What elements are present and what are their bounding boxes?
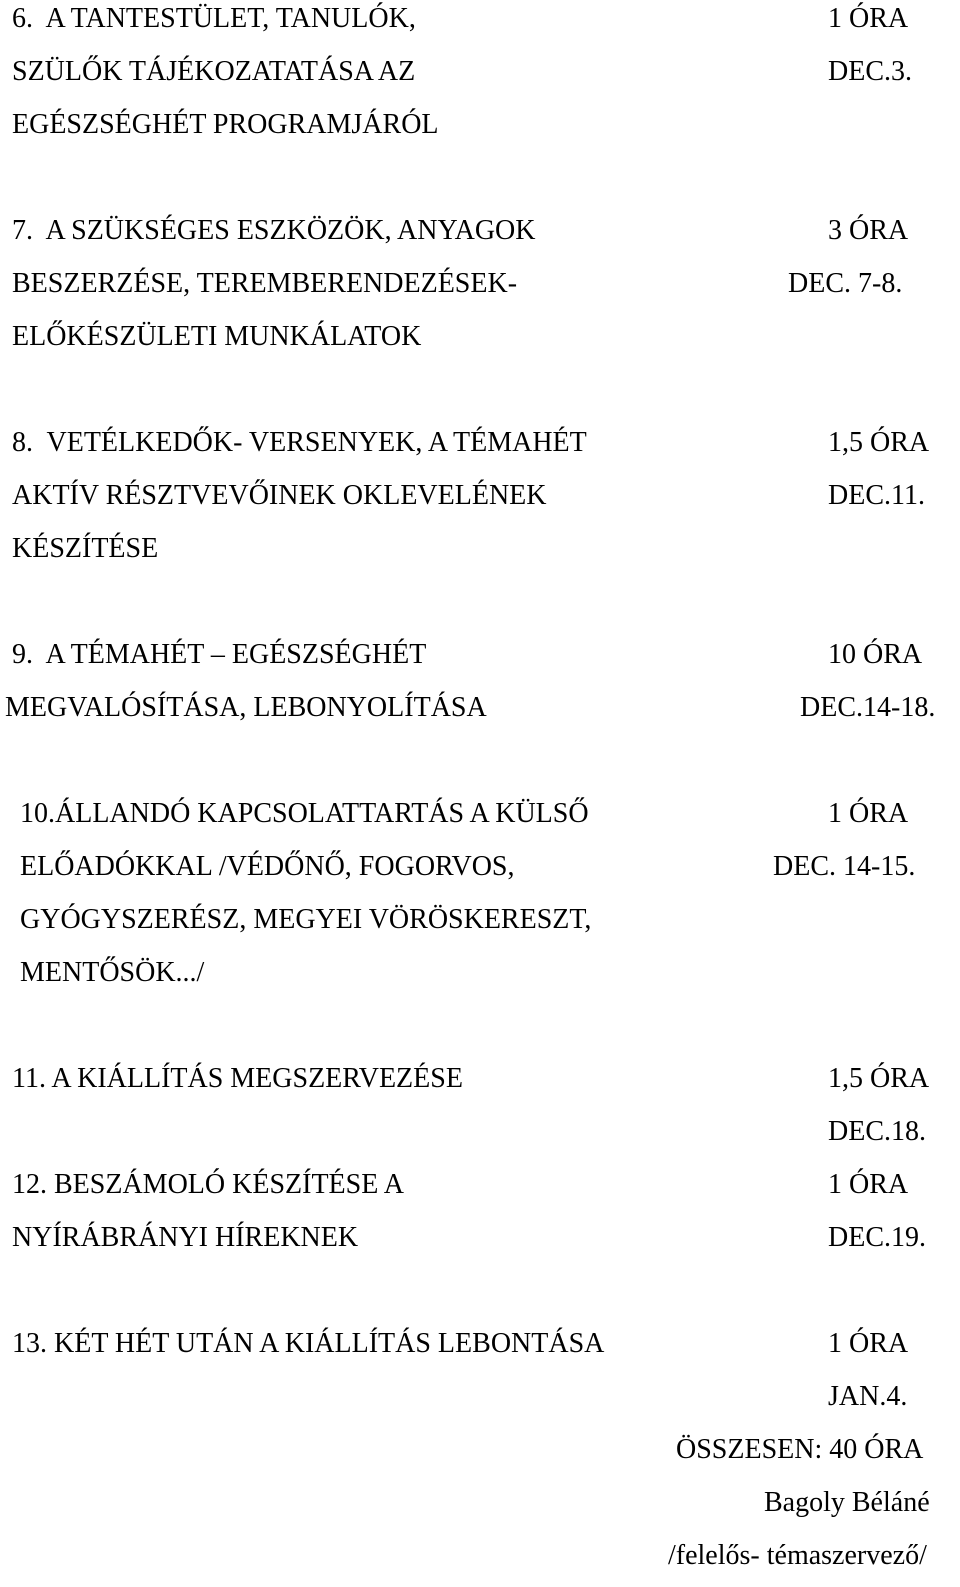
item-10-date: DEC. 14-15. <box>773 851 916 882</box>
item-10-line-3: GYÓGYSZERÉSZ, MEGYEI VÖRÖSKERESZT, <box>20 904 592 935</box>
item-6-line-3: EGÉSZSÉGHÉT PROGRAMJÁRÓL <box>12 109 439 140</box>
item-10-hours: 1 ÓRA <box>828 798 909 829</box>
item-11-date: DEC.18. <box>828 1116 926 1147</box>
item-12-line-1: 12. BESZÁMOLÓ KÉSZÍTÉSE A <box>12 1169 404 1200</box>
item-13-hours: 1 ÓRA <box>828 1328 909 1359</box>
item-8-hours: 1,5 ÓRA <box>828 427 930 458</box>
item-7-line-3: ELŐKÉSZÜLETI MUNKÁLATOK <box>12 321 422 352</box>
item-9-line-2: MEGVALÓSÍTÁSA, LEBONYOLÍTÁSA <box>5 692 487 723</box>
item-6-line-2: SZÜLŐK TÁJÉKOZATATÁSA AZ <box>12 56 416 87</box>
item-7-line-1: 7. A SZÜKSÉGES ESZKÖZÖK, ANYAGOK <box>12 215 536 246</box>
item-11-line-1: 11. A KIÁLLÍTÁS MEGSZERVEZÉSE <box>12 1063 463 1094</box>
item-8-line-3: KÉSZÍTÉSE <box>12 533 159 564</box>
item-10-line-4: MENTŐSÖK.../ <box>20 957 205 988</box>
item-12-hours: 1 ÓRA <box>828 1169 909 1200</box>
responsible-role: /felelős- témaszervező/ <box>668 1540 927 1571</box>
item-12-date: DEC.19. <box>828 1222 926 1253</box>
total-hours: ÖSSZESEN: 40 ÓRA <box>676 1434 924 1465</box>
item-7-date: DEC. 7-8. <box>788 268 903 299</box>
item-13-date: JAN.4. <box>828 1381 908 1412</box>
item-8-line-2: AKTÍV RÉSZTVEVŐINEK OKLEVELÉNEK <box>12 480 547 511</box>
item-6-date: DEC.3. <box>828 56 912 87</box>
item-10-line-2: ELŐADÓKKAL /VÉDŐNŐ, FOGORVOS, <box>20 851 515 882</box>
responsible-name: Bagoly Béláné <box>764 1487 930 1518</box>
item-11-hours: 1,5 ÓRA <box>828 1063 930 1094</box>
item-8-line-1: 8. VETÉLKEDŐK- VERSENYEK, A TÉMAHÉT <box>12 427 587 458</box>
item-9-hours: 10 ÓRA <box>828 639 923 670</box>
item-9-date: DEC.14-18. <box>800 692 936 723</box>
item-13-line-1: 13. KÉT HÉT UTÁN A KIÁLLÍTÁS LEBONTÁSA <box>12 1328 605 1359</box>
item-7-line-2: BESZERZÉSE, TEREMBERENDEZÉSEK- <box>12 268 518 299</box>
item-9-line-1: 9. A TÉMAHÉT – EGÉSZSÉGHÉT <box>12 639 427 670</box>
item-10-line-1: 10.ÁLLANDÓ KAPCSOLATTARTÁS A KÜLSŐ <box>20 798 589 829</box>
item-7-hours: 3 ÓRA <box>828 215 909 246</box>
item-6-hours: 1 ÓRA <box>828 3 909 34</box>
item-12-line-2: NYÍRÁBRÁNYI HÍREKNEK <box>12 1222 359 1253</box>
item-6-line-1: 6. A TANTESTÜLET, TANULÓK, <box>12 3 416 34</box>
item-8-date: DEC.11. <box>828 480 925 511</box>
